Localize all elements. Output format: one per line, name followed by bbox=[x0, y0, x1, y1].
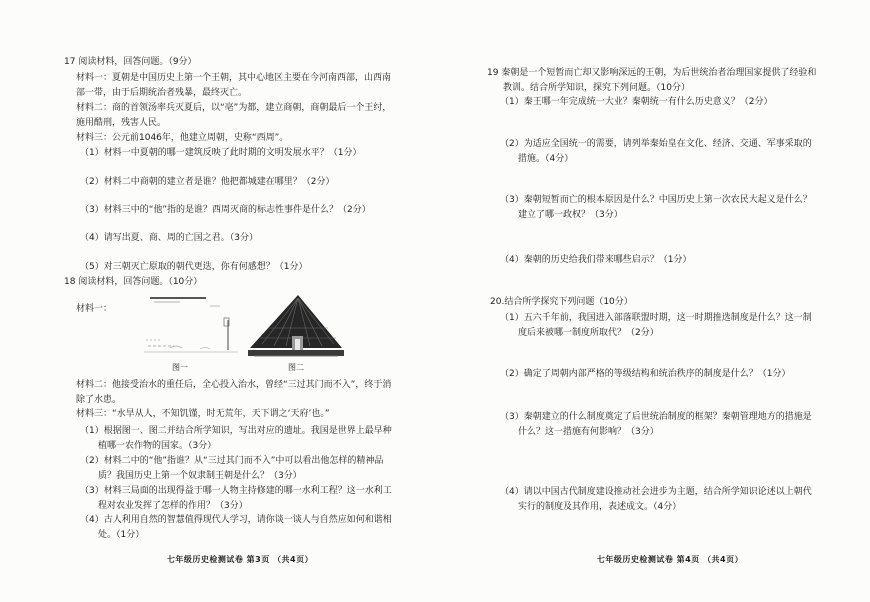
q19-sub-question-2: （2）为适应全国统一的需要，请列举秦始皇在文化、经济、交通、军事采取的措施。（4分） bbox=[500, 139, 812, 164]
q18-sub-question-1: （1）根据图一、图二并结合所学知识，写出对应的遗址。我国是世界上最早种植哪一农作物的国家。（3分） bbox=[80, 426, 392, 451]
page-3-footer: 七年级历史检测试卷 第3页 （共4页） bbox=[166, 555, 314, 564]
q18-sub-question-3: （3）材料三局面的出现得益于哪一人物主持修建的哪一水利工程？这一水利工程对农业发挥了怎样的作用？（3分） bbox=[80, 486, 392, 511]
q17-material-3: 材料三：公元前1046年，他建立周朝，史称“西周”。 bbox=[76, 133, 289, 143]
q17-material-1: 材料一：夏朝是中国历史上第一个王朝，其中心地区主要在今河南西部，山西南部一带，由于后期统治者残暴，最终灭亡。 bbox=[76, 73, 392, 98]
q19-sub-question-1: （1）秦王哪一年完成统一大业？秦朝统一有什么历史意义？（2分） bbox=[500, 97, 773, 107]
q17-sub-question-2: （2）材料二中商朝的建立者是谁？他把都城建在哪里？（2分） bbox=[80, 177, 335, 187]
question-18-heading: 18 阅读材料，回答问题。（10分） bbox=[64, 277, 203, 287]
q18-sub-question-4: （4）古人利用自然的智慧值得现代人学习，请你谈一谈人与自然应如何和谐相处。（1分） bbox=[80, 515, 392, 540]
question-17-heading: 17 阅读材料，回答问题。（9分） bbox=[64, 57, 197, 67]
q18-sub-question-2: （2）材料二中的“他”指谁？从“三过其门而不入”中可以看出他怎样的精神品质？我国历史上第一个奴隶制王朝是什么？（3分） bbox=[80, 456, 384, 481]
figure-1-caption: 图一 bbox=[172, 363, 188, 372]
q20-sub-question-4: （4）请以中国古代制度建设推动社会进步为主题，结合所学知识论述以上朝代实行的制度及其作用，表述成文。（4分） bbox=[500, 487, 812, 512]
figure-2-hut-image bbox=[248, 292, 344, 360]
q17-sub-question-4: （4）请写出夏、商、周的亡国之君。（3分） bbox=[80, 233, 258, 243]
q20-sub-question-3: （3）秦朝建立的什么制度奠定了后世统治制度的框架？秦朝管理地方的措施是什么？这一措施有何影响？（3分） bbox=[500, 412, 812, 437]
q18-material-2: 材料二：他接受治水的重任后，全心投入治水，曾经“三过其门而不入”，终于消除了水患。 bbox=[76, 380, 392, 405]
q17-material-2: 材料二：商的首领汤率兵灭夏后，以“亳”为都，建立商朝，商朝最后一个王纣，施用酷刑，残害人民。 bbox=[76, 103, 392, 128]
q20-sub-question-1: （1）五六千年前，我国进入部落联盟时期，这一时期推选制度是什么？这一制度后来被哪一制度所取代？（2分） bbox=[500, 313, 812, 338]
q17-sub-question-5: （5）对三朝灭亡原取的朝代更迭，你有何感想？（1分） bbox=[80, 262, 308, 272]
q18-material-3: 材料三：“水旱从人，不知饥馑，时无荒年，天下谓之‘天府’也。” bbox=[76, 409, 330, 419]
exam-page-4 bbox=[435, 0, 870, 602]
q20-sub-question-2: （2）确定了周朝内部严格的等级结构和统治秩序的制度是什么？（1分） bbox=[500, 369, 791, 379]
question-19-heading: 19 秦朝是一个短暂而亡却又影响深远的王朝，为后世统治者治理国家提供了经验和教训。结合所学知识，探究下列问题。（10分） bbox=[487, 68, 817, 93]
question-20-heading: 20.结合所学探究下列问题（10分） bbox=[490, 297, 633, 307]
q18-material-1-label: 材料一： bbox=[76, 304, 113, 314]
q19-sub-question-3: （3）秦朝短暂而亡的根本原因是什么？中国历史上第一次农民大起义是什么？建立了哪一政权？（3分） bbox=[500, 195, 812, 220]
q19-sub-question-4: （4）秦朝的历史给我们带来哪些启示？（1分） bbox=[500, 255, 692, 265]
figure-1-sketch bbox=[140, 290, 240, 362]
figure-2-caption: 图二 bbox=[288, 363, 304, 372]
q17-sub-question-1: （1）材料一中夏朝的哪一建筑反映了此时期的文明发展水平？（1分） bbox=[80, 148, 362, 158]
page-4-footer: 七年级历史检测试卷 第4页 （共4页） bbox=[596, 555, 744, 564]
q17-sub-question-3: （3）材料三中的“他”指的是谁？西周灭商的标志性事件是什么？（2分） bbox=[80, 205, 371, 215]
